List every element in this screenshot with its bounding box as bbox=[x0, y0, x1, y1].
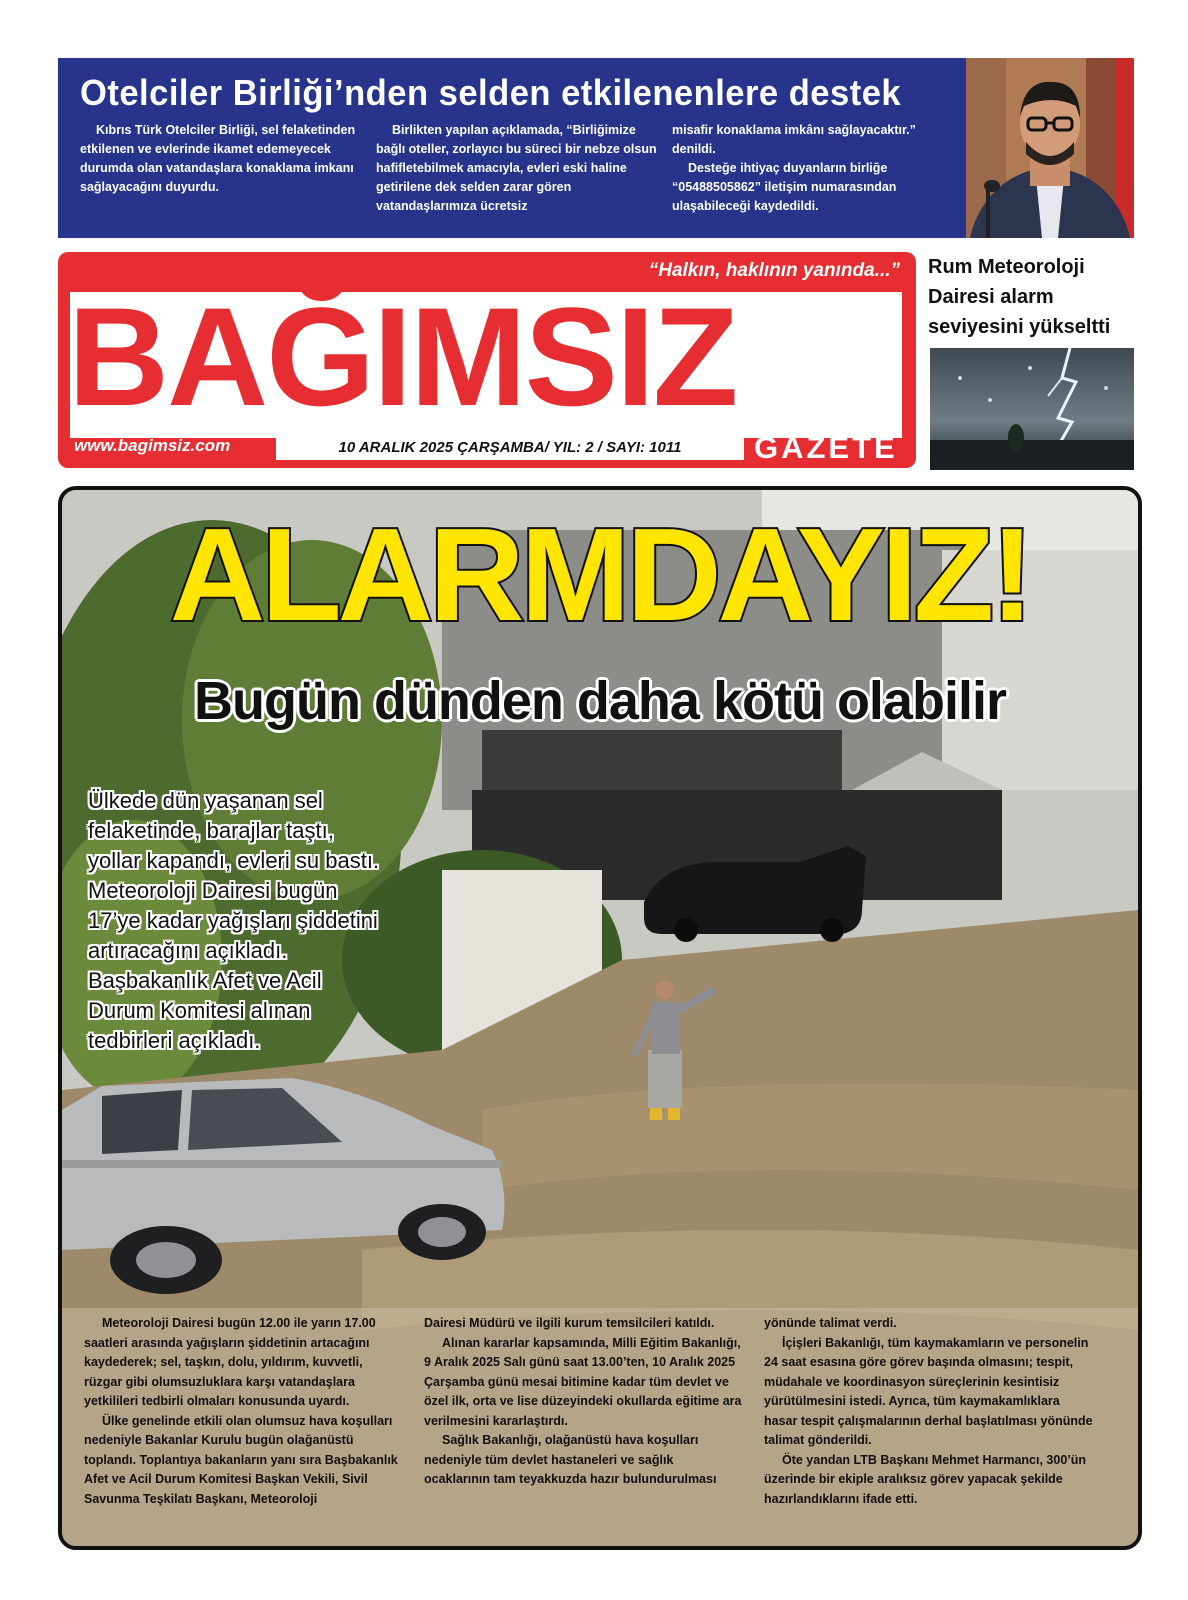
article-paragraph: Sağlık Bakanlığı, olağanüstü hava koşulları nedeniyle tüm devlet hastaneleri ve sağlık ocaklarının tam teyakkuzda hazır bulundurulması bbox=[424, 1433, 717, 1486]
article-paragraph: Ülke genelinde etkili olan olumsuz hava koşulları nedeniyle Bakanlar Kurulu bugün olağanüstü toplandı. Toplantıya bakanların yanı sıra Başbakanlık Afet ve Acil Durum Komitesi Başkan Vekili, Sivil Savunma Teşkilatı Başkanı, Meteoroloji bbox=[84, 1413, 398, 1506]
spokesman-photo bbox=[966, 58, 1134, 238]
banner-column-2 bbox=[376, 121, 658, 216]
site-url-link[interactable]: www.bagimsiz.com bbox=[74, 436, 231, 455]
article-column-2 bbox=[424, 1314, 742, 1490]
main-headline[interactable]: ALARMDAYIZ! bbox=[169, 501, 1031, 648]
storm-lightning-photo bbox=[930, 348, 1134, 470]
banner-headline[interactable]: Otelciler Birliği’nden selden etkilenenlere destek bbox=[80, 72, 902, 113]
article-paragraph: Meteoroloji Dairesi bugün 12.00 ile yarın 17.00 saatleri arasında yağışların şiddetinin artacağını kaydederek; sel, taşkın, dolu, yıldırım, kuvvetli, rüzgar gibi olumsuzluklara karşı vatandaşlara yetkilileri tedbirli olmaları konusunda uyardı. bbox=[84, 1316, 376, 1408]
main-photo-story bbox=[58, 486, 1142, 1550]
article-paragraph: Dairesi Müdürü ve ilgili kurum temsilcileri katıldı. bbox=[424, 1316, 715, 1330]
article-paragraph: yönünde talimat verdi. bbox=[764, 1316, 897, 1330]
gazete-label: GAZETE bbox=[754, 430, 898, 465]
slogan: “Halkın, haklının yanında...” bbox=[648, 260, 900, 281]
masthead bbox=[58, 252, 916, 468]
banner-column-3 bbox=[672, 121, 962, 216]
side-teaser-line: seviyesini yükseltti bbox=[928, 316, 1111, 338]
issue-date-line: 10 ARALIK 2025 ÇARŞAMBA/ YIL: 2 / SAYI: 1011 bbox=[276, 436, 744, 460]
article-paragraph: İçişleri Bakanlığı, tüm kaymakamların ve personelin 24 saat esasına göre görev başında olmasını; tespit, müdahale ve koordinasyon süreçlerinin kesintisiz yürütülmesini istedi. Ayrıca, tüm kaymakamlıklara hasar tespit çalışmalarının derhal başlatılması yönünde talimat gönderildi. bbox=[764, 1335, 1093, 1447]
side-teaser-line: Rum Meteoroloji bbox=[928, 256, 1085, 278]
lead-paragraph: Ülkede dün yaşanan sel felaketinde, barajlar taştı, yollar kapandı, evleri su bastı. Meteoroloji Dairesi bugün 17’ye kadar yağışları şiddetini artıracağını açıkladı. Başbakanlık Afet ve Acil Durum Komitesi alınan tedbirleri açıkladı. bbox=[88, 788, 380, 1053]
banner-paragraph: Birlikten yapılan açıklamada, “Birliğimize bağlı oteller, zorlayıcı bu süreci bir nebze olsun hafifletebilmek amacıyla, evleri eski haline getirilene dek selden zarar gören vatandaşlarımıza ücretsiz bbox=[376, 123, 657, 213]
side-teaser-headline[interactable] bbox=[928, 252, 1134, 342]
article-column-3 bbox=[764, 1314, 1094, 1509]
article-paragraph: Alınan kararlar kapsamında, Milli Eğitim Bakanlığı, 9 Aralık 2025 Salı günü saat 13.00’ten, 10 Aralık 2025 Çarşamba günü mesai bitimine kadar tüm devlet ve özel ilk, orta ve lise düzeyindeki okullarda eğitime ara verilmesini kararlaştırdı. bbox=[424, 1335, 742, 1428]
banner-paragraph: Kıbrıs Türk Otelciler Birliği, sel felaketinden etkilenen ve evlerinde ikamet edemeyecek durumda olan vatandaşlara konaklama imkanı sağlayacağını duyurdu. bbox=[80, 123, 356, 194]
article-body bbox=[62, 1308, 1138, 1546]
top-banner bbox=[58, 58, 1134, 238]
side-teaser-line: Dairesi alarm bbox=[928, 286, 1054, 308]
newspaper-logo[interactable]: BAĞIMSIZ bbox=[68, 278, 737, 435]
banner-column-1 bbox=[80, 121, 362, 197]
banner-paragraph: Desteğe ihtiyaç duyanların birliğe “05488505862” iletişim numarasından ulaşabileceği kaydedildi. bbox=[672, 161, 897, 213]
article-column-1 bbox=[84, 1314, 402, 1509]
main-subheadline: Bugün dünden daha kötü olabilir bbox=[194, 671, 1006, 731]
banner-paragraph: misafir konaklama imkânı sağlayacaktır.” denildi. bbox=[672, 123, 916, 156]
article-paragraph: Öte yandan LTB Başkanı Mehmet Harmancı, 300’ün üzerinde bir ekiple aralıksız görev yapacak şekilde hazırlandıklarını ifade etti. bbox=[764, 1452, 1087, 1506]
